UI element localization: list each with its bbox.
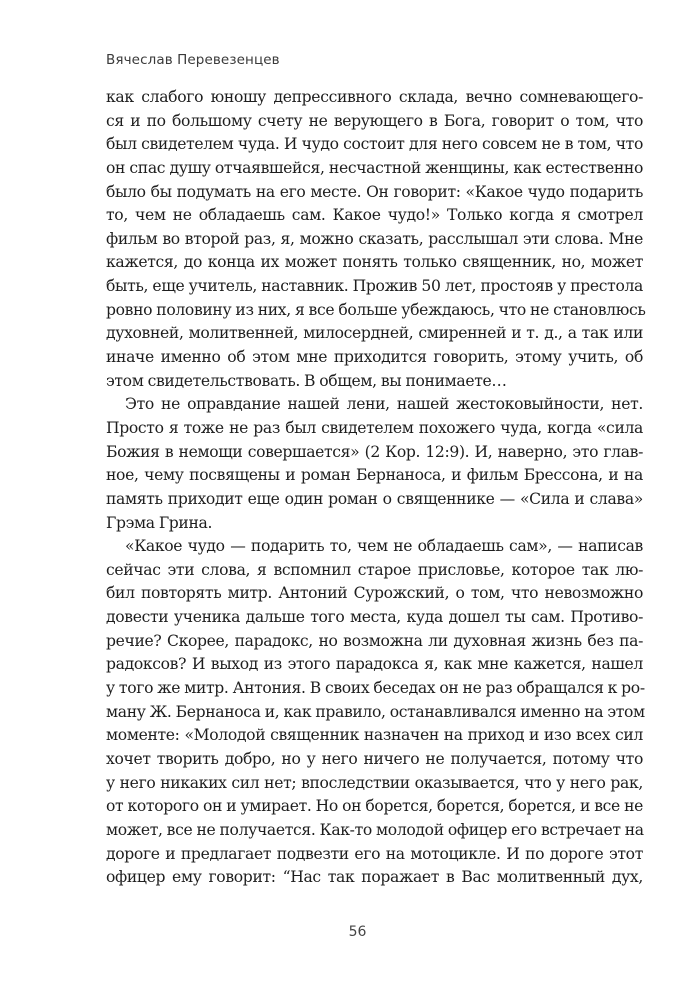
text-line: Это не оправдание нашей лени, нашей жестоковыйности, нет.: [125, 395, 643, 414]
text-line: был свидетелем чуда. И чудо состоит для него совсем не в том, что: [106, 135, 643, 154]
text-line: он спас душу отчаявшейся, несчастной женщины, как естественно: [106, 158, 643, 177]
text-line: ся и по большому счету не верующего в Бога, говорит о том, что: [106, 111, 643, 130]
text-line: как слабого юношу депрессивного склада, вечно сомневающего-: [106, 88, 643, 106]
text-line: бил повторять митр. Антоний Сурожский, о том, что невозможно: [106, 584, 643, 603]
text-line: быть, еще учитель, наставник. Прожив 50 лет, простояв у престола: [106, 277, 643, 296]
text-line: то, чем не обладаешь сам. Какое чудо!» Только когда я смотрел: [106, 206, 643, 225]
text-line: было бы подумать на его месте. Он говорит: «Какое чудо подарить: [106, 182, 643, 201]
text-line: довести ученика дальше того места, куда дошел ты сам. Противо-: [106, 608, 643, 627]
text-line: иначе именно об этом мне приходится говорить, этому учить, об: [106, 348, 643, 367]
text-line: ману Ж. Бернаноса и, как правило, останавливался именно на этом: [106, 702, 645, 721]
text-line: у него никаких сил нет; впоследствии оказывается, что у него рак,: [106, 773, 643, 792]
text-line: офицер ему говорит: “Нас так поражает в Вас молитвенный дух,: [106, 868, 643, 887]
text-line: фильм во второй раз, я, можно сказать, расслышал эти слова. Мне: [106, 229, 643, 248]
text-line: кажется, до конца их может понять только священник, но, может: [106, 253, 643, 272]
page-number: 56: [348, 924, 367, 940]
text-line: этом свидетельствовать. В общем, вы понимаете…: [106, 371, 507, 390]
text-line: память приходит еще один роман о священнике — «Сила и слава»: [106, 489, 643, 508]
text-line: ровно половину из них, я все больше убеждаюсь, что не становлюсь: [106, 300, 646, 319]
text-line: может, все не получается. Как-то молодой офицер его встречает на: [106, 820, 644, 839]
text-line: Божия в немощи совершается» (2 Кор. 12:9). И, наверно, это глав-: [106, 442, 643, 461]
text-line: дороге и предлагает подвезти его на мотоцикле. И по дороге этот: [106, 844, 643, 863]
body-text: [106, 86, 646, 890]
text-line: речие? Скорее, парадокс, но возможна ли духовная жизнь без па-: [106, 631, 643, 650]
text-line: духовней, молитвенней, милосердней, смиренней и т. д., а так или: [106, 324, 643, 343]
text-line: от которого он и умирает. Но он борется, борется, борется, и все не: [106, 797, 643, 816]
text-line: сейчас эти слова, я вспомнил старое присловье, которое так лю-: [106, 560, 643, 579]
text-line: Грэма Грина.: [106, 513, 213, 532]
text-line: Просто я тоже не раз был свидетелем похожего чуда, когда «сила: [106, 418, 643, 437]
text-line: радоксов? И выход из этого парадокса я, как мне кажется, нашел: [106, 655, 643, 674]
text-line: хочет творить добро, но у него ничего не получается, потому что: [106, 749, 643, 768]
running-head: Вячеслав Перевезенцев: [106, 52, 280, 68]
text-line: ное, чему посвящены и роман Бернаноса, и фильм Брессона, и на: [106, 466, 643, 485]
text-line: у того же митр. Антония. В своих беседах он не раз обращался к ро-: [106, 679, 645, 698]
text-line: моменте: «Молодой священник назначен на приход и изо всех сил: [106, 726, 643, 745]
text-line: «Какое чудо — подарить то, чем не обладаешь сам», — написав: [125, 537, 643, 556]
